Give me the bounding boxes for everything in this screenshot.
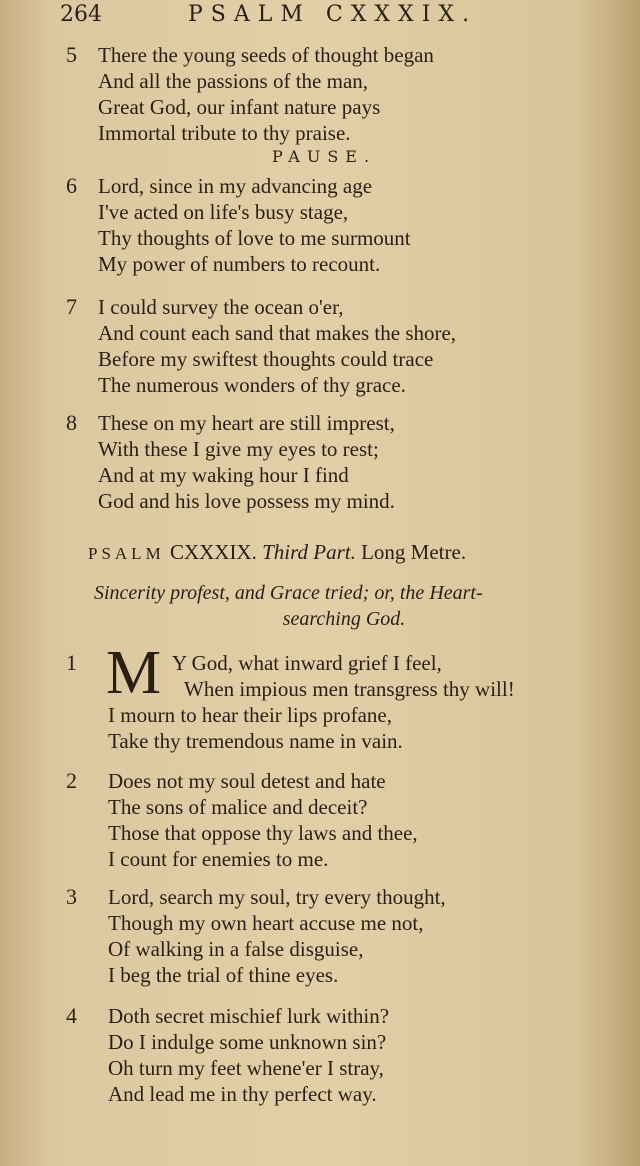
- psalm-numeral: CXXXIX.: [169, 540, 257, 564]
- verse-line: The sons of malice and deceit?: [108, 795, 368, 819]
- verse-line: With these I give my eyes to rest;: [98, 437, 379, 461]
- verse-line: There the young seeds of thought began: [98, 43, 434, 67]
- subtitle-line: Sincerity profest, and Grace tried; or, the Heart-: [94, 582, 483, 604]
- stanza-5: [66, 42, 626, 146]
- verse-line: I mourn to hear their lips profane,: [108, 703, 392, 727]
- verse-line: I could survey the ocean o'er,: [98, 295, 344, 319]
- verse-line: Though my own heart accuse me not,: [108, 911, 424, 935]
- stanza-number: 3: [66, 884, 77, 909]
- verse-line: Thy thoughts of love to me surmount: [98, 226, 411, 250]
- verse-line: These on my heart are still imprest,: [98, 411, 395, 435]
- psalm-title: [88, 540, 628, 565]
- subtitle-line: searching God.: [282, 608, 406, 630]
- verse-line: Take thy tremendous name in vain.: [108, 729, 403, 753]
- verse-line: Do I indulge some unknown sin?: [108, 1030, 387, 1054]
- stanza-number: 6: [66, 173, 77, 198]
- psalm-metre: Long Metre.: [361, 540, 467, 564]
- verse-line: Lord, since in my advancing age: [98, 174, 373, 198]
- verse-line: My power of numbers to recount.: [98, 252, 381, 276]
- running-head: PSALM CXXXIX.: [188, 2, 478, 27]
- verse-line: I beg the trial of thine eyes.: [108, 963, 339, 987]
- verse-line: And lead me in thy perfect way.: [108, 1082, 377, 1106]
- verse-line: I count for enemies to me.: [108, 847, 329, 871]
- stanza-number: 4: [66, 1003, 77, 1028]
- verse-line: The numerous wonders of thy grace.: [98, 373, 406, 397]
- verse-line: And at my waking hour I find: [98, 463, 349, 487]
- verse-line: Of walking in a false disguise,: [108, 937, 364, 961]
- verse-line: Immortal tribute to thy praise.: [98, 121, 351, 145]
- drop-cap: M: [106, 639, 162, 707]
- verse-line: Oh turn my feet whene'er I stray,: [108, 1056, 384, 1080]
- verse-line: Does not my soul detest and hate: [108, 769, 386, 793]
- stanza-number: 1: [66, 650, 77, 675]
- stanza-6: [66, 173, 626, 277]
- verse-line: Lord, search my soul, try every thought,: [108, 885, 446, 909]
- page-header: [60, 0, 630, 30]
- stanza-3: [66, 884, 626, 988]
- verse-line: Great God, our infant nature pays: [98, 95, 381, 119]
- stanza-4: [66, 1003, 626, 1107]
- verse-line: And all the passions of the man,: [98, 69, 369, 93]
- verse-line: And count each sand that makes the shore,: [98, 321, 457, 345]
- verse-line: I've acted on life's busy stage,: [98, 200, 349, 224]
- pause-heading: PAUSE.: [272, 147, 377, 166]
- stanza-number: 2: [66, 768, 77, 793]
- stanza-2: [66, 768, 626, 872]
- verse-line: Y God, what inward grief I feel,: [172, 651, 442, 675]
- verse-line: God and his love possess my mind.: [98, 489, 395, 513]
- stanza-number: 8: [66, 410, 77, 435]
- psalm-label: PSALM: [88, 544, 165, 563]
- verse-line: Before my swiftest thoughts could trace: [98, 347, 434, 371]
- stanza-number: 7: [66, 294, 77, 319]
- verse-line: Doth secret mischief lurk within?: [108, 1004, 390, 1028]
- stanza-7: [66, 294, 626, 398]
- page-number: 264: [60, 2, 102, 27]
- verse-line: When impious men transgress thy will!: [184, 677, 515, 701]
- stanza-number: 5: [66, 42, 77, 67]
- psalm-part: Third Part.: [262, 540, 356, 564]
- stanza-1: [66, 650, 626, 754]
- psalm-subtitle: [94, 580, 624, 632]
- verse-line: Those that oppose thy laws and thee,: [108, 821, 418, 845]
- stanza-8: [66, 410, 626, 514]
